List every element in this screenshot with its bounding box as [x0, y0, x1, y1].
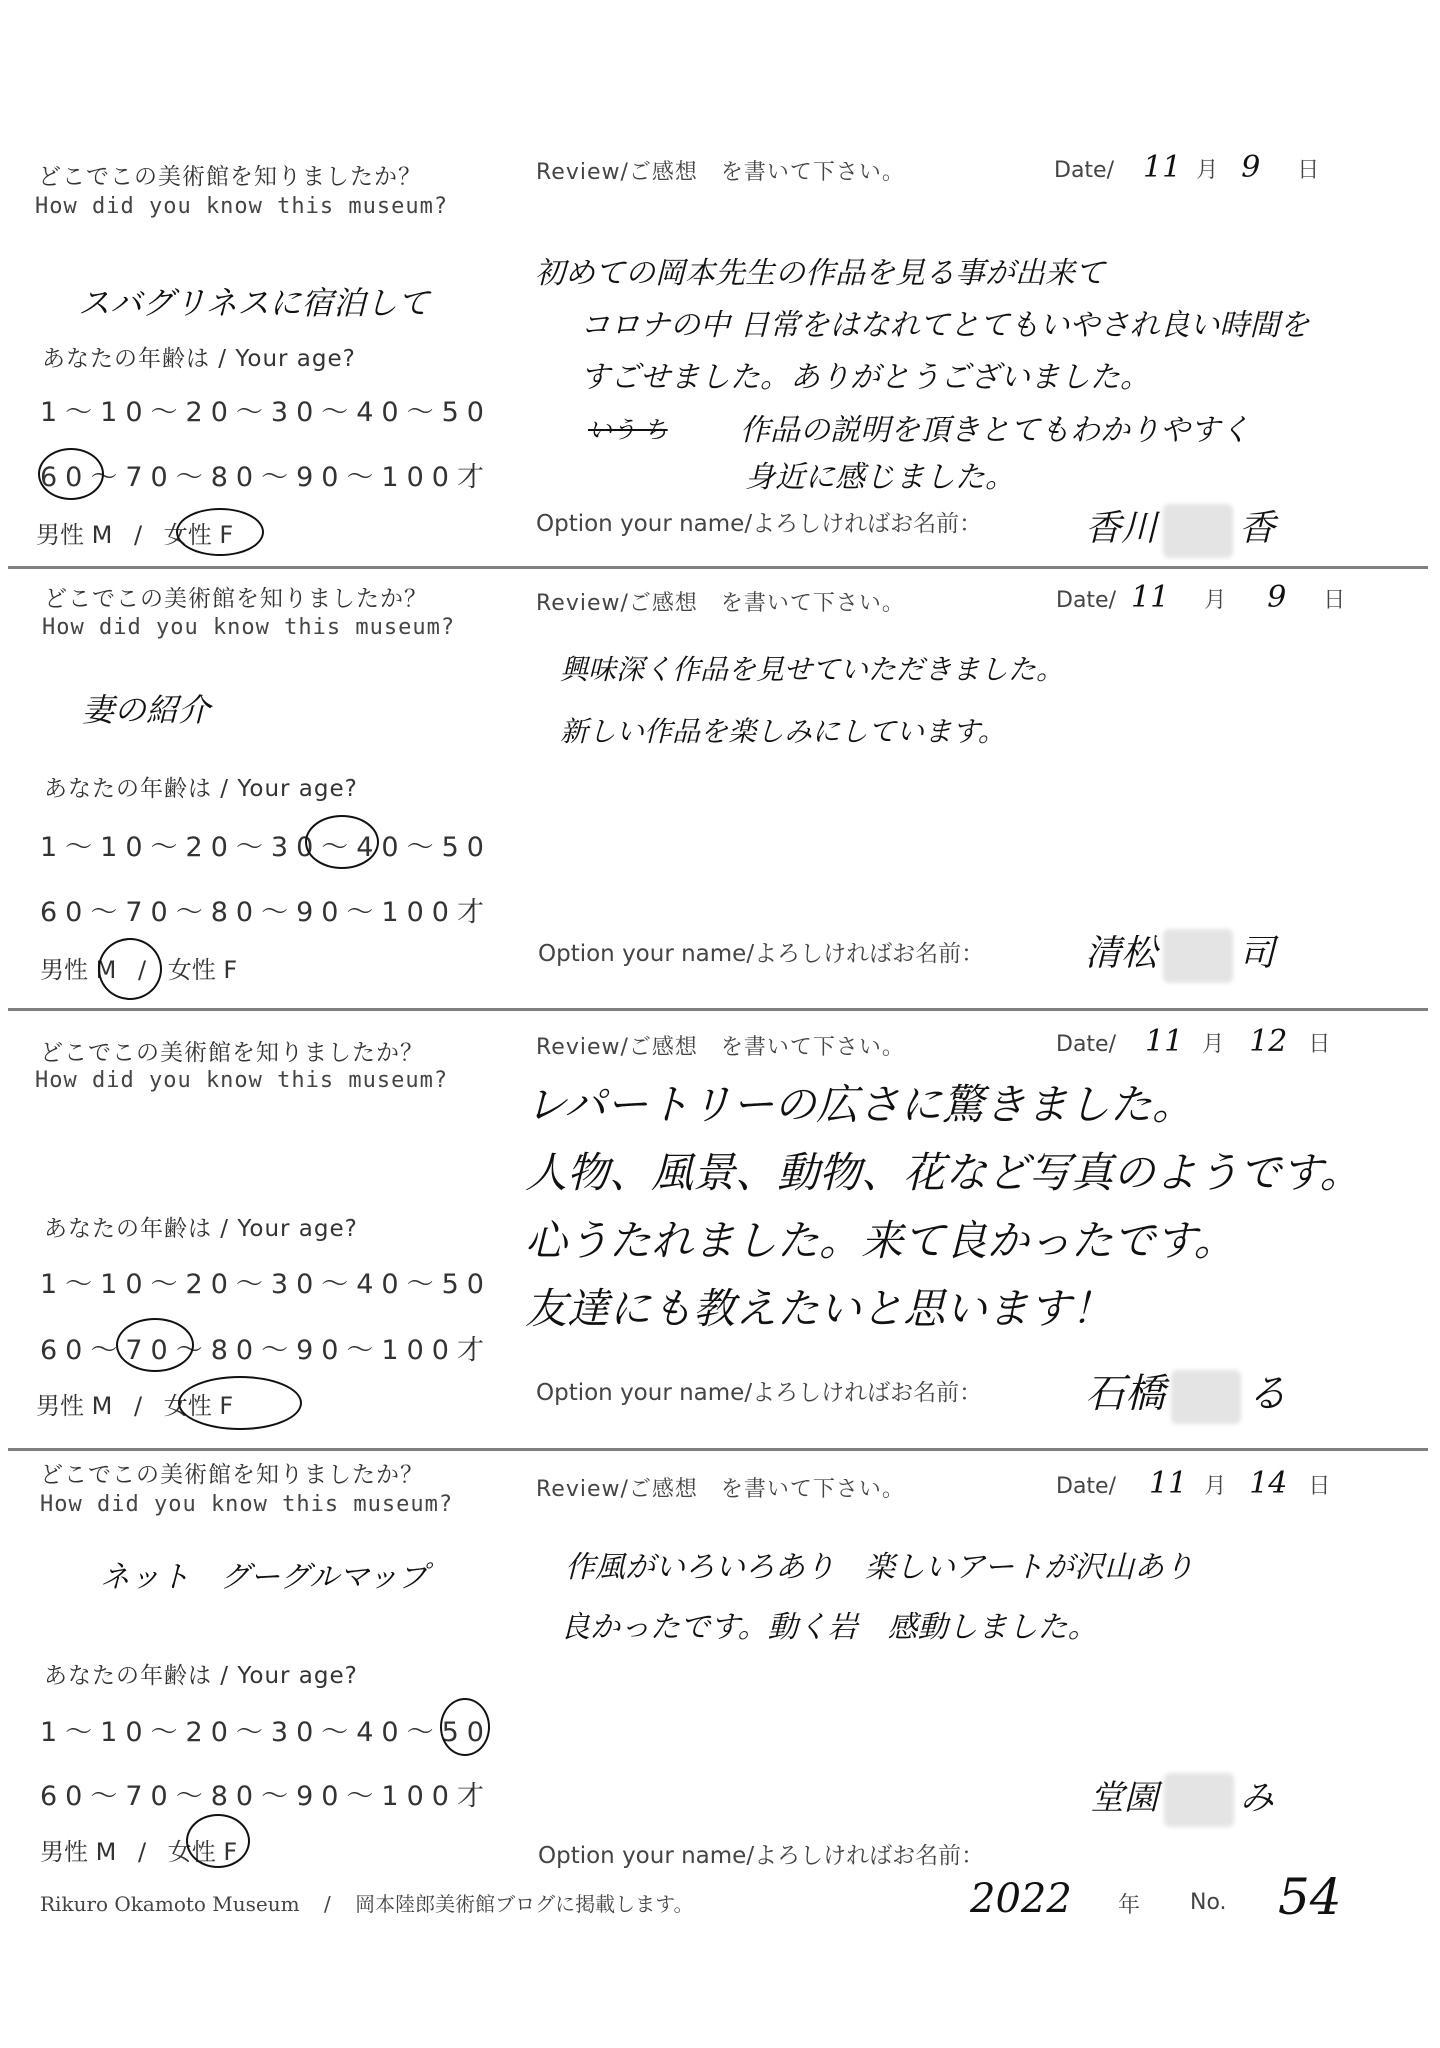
male-option: 男性 M: [36, 521, 113, 549]
female-option: 女性 F: [163, 521, 234, 549]
q-where-jp: どこでこの美術館を知りましたか？: [40, 1040, 424, 1066]
review-line-1: レパートリーの広さに驚きました。: [525, 1080, 1195, 1129]
review-line-4: 友達にも教えたいと思います！: [525, 1284, 1114, 1333]
number-label: No.: [1190, 1890, 1227, 1915]
footer-separator: /: [323, 1892, 331, 1916]
female-option: 女性 F: [167, 1838, 238, 1866]
number-value: 54: [1278, 1868, 1342, 1926]
q-where-en: How did you know this museum?: [35, 1068, 449, 1093]
review-line-3: すごせました。ありがとうございました。: [580, 360, 1150, 395]
age-row-2: 60〜70〜80〜90〜100才: [40, 1335, 492, 1366]
date-day: 12: [1249, 1024, 1288, 1059]
museum-name-en: Rikuro Okamoto Museum: [40, 1892, 300, 1916]
gender-slash: /: [137, 956, 147, 984]
age-row-1: 1〜10〜20〜30〜40〜50: [40, 1269, 492, 1300]
male-option: 男性 M: [40, 1838, 117, 1866]
museum-blog-note: 岡本陸郎美術館ブログに掲載します。: [355, 1892, 694, 1916]
date-day: 14: [1249, 1466, 1288, 1501]
review-label: Review/ご感想 を書いて下さい。: [536, 160, 905, 185]
name-start: 清松: [1085, 933, 1158, 974]
age-row-1: 1〜10〜20〜30〜40〜50: [40, 832, 492, 863]
date-label: Date/: [1056, 1032, 1116, 1057]
name-end: 司: [1239, 933, 1276, 974]
date-month: 11: [1143, 150, 1182, 185]
age-row-2: 60〜70〜80〜90〜100才: [40, 1781, 492, 1812]
q-age-label: あなたの年齢は / Your age?: [44, 1216, 358, 1242]
redaction-box: [1163, 929, 1233, 983]
gender-circle: [98, 938, 162, 1000]
day-label: 日: [1308, 1474, 1331, 1499]
section-divider: [8, 566, 1428, 569]
source-answer: 妻の紹介: [82, 691, 211, 729]
month-label: 月: [1204, 588, 1227, 613]
section-divider: [8, 1448, 1428, 1451]
footer: [40, 1888, 693, 1917]
review-label: Review/ご感想 を書いて下さい。: [536, 591, 905, 616]
struck-text: いう ち: [588, 416, 668, 444]
review-line-2: 人物、風景、動物、花など写真のようです。: [525, 1148, 1362, 1197]
age-circle: [440, 1698, 490, 1756]
year-label: 年: [1118, 1893, 1141, 1918]
name-end: み: [1240, 1778, 1274, 1818]
date: [1054, 150, 1319, 185]
date: [1056, 1466, 1330, 1501]
q-where-en: How did you know this museum?: [42, 615, 456, 640]
year-handwritten: 2022: [970, 1876, 1072, 1922]
date-label: Date/: [1056, 1474, 1116, 1499]
gender-circle: [178, 1376, 302, 1430]
entry-1: [0, 0, 1440, 565]
gender-slash: /: [133, 521, 143, 549]
date-label: Date/: [1056, 588, 1116, 613]
age-row-2: 60〜70〜80〜90〜100才: [40, 462, 492, 493]
q-where-jp: どこでこの美術館を知りましたか？: [44, 586, 428, 612]
review-line-5: 身近に感じました。: [745, 460, 1015, 495]
redaction-box: [1171, 1370, 1241, 1424]
date-month: 11: [1131, 580, 1170, 615]
month-label: 月: [1204, 1474, 1227, 1499]
visitor-name: [1090, 1770, 1274, 1827]
female-option: 女性 F: [167, 956, 238, 984]
date-label: Date/: [1054, 158, 1114, 183]
name-start: 石橋: [1085, 1371, 1165, 1417]
male-option: 男性 M: [40, 956, 117, 984]
day-label: 日: [1297, 158, 1320, 183]
gender-circle: [186, 1814, 250, 1868]
entry-2: [0, 570, 1440, 1005]
visitor-name: [1085, 925, 1275, 983]
q-where-jp: どこでこの美術館を知りましたか？: [40, 1462, 424, 1488]
day-label: 日: [1308, 1032, 1331, 1057]
review-label: Review/ご感想 を書いて下さい。: [536, 1035, 905, 1060]
date: [1056, 1024, 1330, 1059]
name-label: Option your name/よろしければお名前：: [538, 941, 985, 967]
entry-4: [0, 1452, 1440, 1922]
gender-slash: /: [133, 1392, 143, 1420]
day-label: 日: [1323, 588, 1346, 613]
age-circle: [38, 448, 104, 500]
review-line-1: 初めての岡本先生の作品を見る事が出来て: [535, 256, 1105, 291]
review-line-1: 興味深く作品を見せていただきました。: [560, 653, 1065, 686]
name-start: 香川: [1085, 508, 1158, 549]
date-day: 9: [1241, 150, 1261, 185]
q-age-label: あなたの年齢は / Your age?: [42, 346, 356, 372]
female-option: 女性 F: [163, 1392, 234, 1420]
section-divider: [8, 1008, 1428, 1011]
name-label: Option your name/よろしければお名前：: [536, 511, 983, 537]
name-start: 堂園: [1090, 1778, 1158, 1818]
month-label: 月: [1202, 1032, 1225, 1057]
name-end: る: [1247, 1371, 1287, 1417]
gender-circle: [176, 508, 264, 556]
q-age-label: あなたの年齢は / Your age?: [44, 776, 358, 802]
review-line-1: 作風がいろいろあり 楽しいアートが沢山あり: [565, 1550, 1195, 1585]
review-line-2: 良かったです。動く岩 感動しました。: [560, 1610, 1098, 1645]
name-label: Option your name/よろしければお名前：: [538, 1843, 985, 1869]
name-label: Option your name/よろしければお名前：: [536, 1380, 983, 1406]
entry-3: [0, 1012, 1440, 1447]
review-line-3: 心うたれました。来て良かったです。: [525, 1216, 1236, 1265]
age-circle: [116, 1318, 194, 1372]
date-day: 9: [1267, 580, 1287, 615]
month-label: 月: [1196, 158, 1219, 183]
male-option: 男性 M: [36, 1392, 113, 1420]
date-month: 11: [1145, 1024, 1184, 1059]
visitor-name: [1085, 1362, 1287, 1424]
age-row-1: 1〜10〜20〜30〜40〜50: [40, 397, 492, 428]
name-end: 香: [1239, 508, 1276, 549]
review-line-4: 作品の説明を頂きとてもわかりやすく: [740, 413, 1250, 448]
q-where-jp: どこでこの美術館を知りましたか？: [38, 164, 422, 190]
source-answer: スバグリネスに宿泊して: [78, 284, 430, 322]
review-line-2: コロナの中 日常をはなれてとてもいやされ良い時間を: [580, 308, 1310, 343]
source-answer: ネット グーグルマップ: [100, 1560, 428, 1595]
q-where-en: How did you know this museum?: [35, 194, 449, 219]
gender-slash: /: [137, 1838, 147, 1866]
redaction-box: [1164, 1773, 1234, 1827]
age-row-2: 60〜70〜80〜90〜100才: [40, 897, 492, 928]
age-row-1: 1〜10〜20〜30〜40〜50: [40, 1717, 492, 1748]
date-month: 11: [1149, 1466, 1188, 1501]
review-line-2: 新しい作品を楽しみにしています。: [560, 715, 1006, 748]
q-age-label: あなたの年齢は / Your age?: [44, 1663, 358, 1689]
review-label: Review/ご感想 を書いて下さい。: [536, 1477, 905, 1502]
visitor-name: [1085, 500, 1275, 558]
date: [1056, 580, 1345, 615]
redaction-box: [1163, 504, 1233, 558]
q-where-en: How did you know this museum?: [40, 1492, 454, 1517]
age-circle: [305, 815, 379, 869]
